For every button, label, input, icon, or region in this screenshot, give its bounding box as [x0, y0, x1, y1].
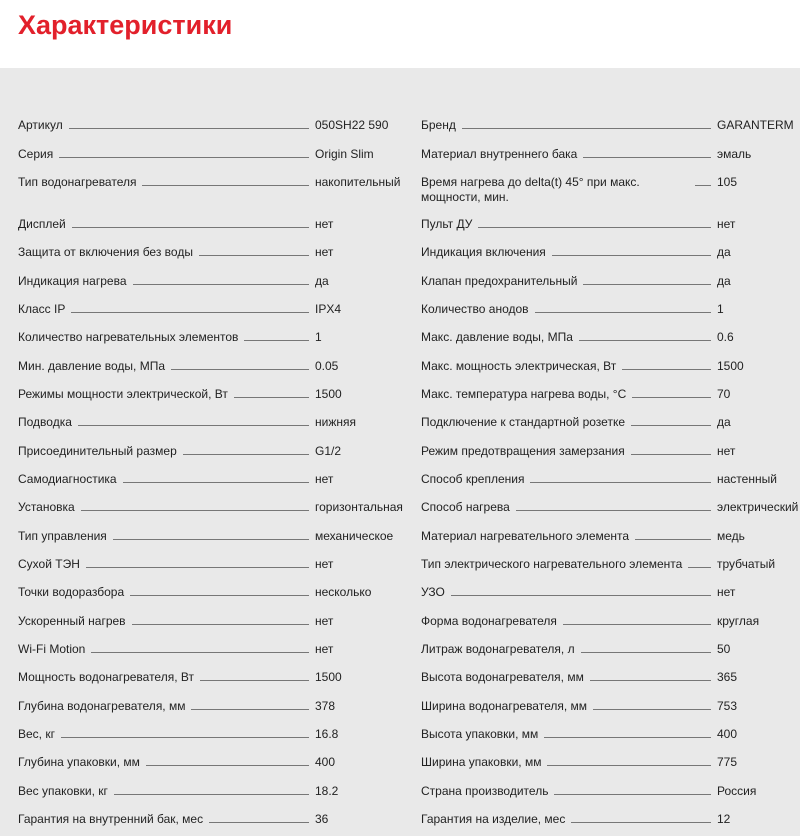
spec-label: Тип водонагревателя: [18, 175, 137, 189]
spec-leader-line: [631, 444, 711, 455]
spec-leader-line: [69, 118, 309, 129]
spec-value: 70: [717, 387, 731, 401]
spec-label: Ширина упаковки, мм: [421, 755, 542, 769]
spec-value: электрический: [717, 500, 799, 514]
spec-row: [18, 784, 398, 799]
spec-label: Класс IP: [18, 302, 66, 316]
spec-label: Форма водонагревателя: [421, 614, 557, 628]
spec-value: 0.05: [315, 359, 339, 373]
spec-row: [18, 245, 398, 260]
spec-leader-line: [78, 415, 309, 426]
spec-label: Бренд: [421, 118, 456, 132]
spec-row: [421, 755, 800, 770]
spec-label: Точки водоразбора: [18, 585, 125, 599]
spec-row: [18, 330, 398, 345]
spec-leader-line: [635, 529, 711, 540]
spec-row: [421, 472, 800, 487]
spec-row: [18, 302, 398, 317]
spec-row: [18, 175, 401, 190]
spec-leader-line: [61, 727, 309, 738]
spec-value: 1500: [717, 359, 744, 373]
spec-leader-line: [123, 472, 309, 483]
page-header: [0, 0, 800, 68]
spec-value: да: [717, 274, 731, 288]
spec-row: [421, 670, 800, 685]
spec-leader-line: [632, 387, 711, 398]
spec-value: 16.8: [315, 727, 339, 741]
spec-value: 50: [717, 642, 731, 656]
spec-value: нет: [315, 614, 334, 628]
spec-row: [18, 415, 398, 430]
spec-label: Режим предотвращения замерзания: [421, 444, 625, 458]
spec-row: [18, 500, 403, 515]
spec-row: [18, 642, 398, 657]
spec-row: [421, 784, 800, 799]
spec-row: [421, 147, 800, 162]
spec-row: [18, 585, 398, 600]
spec-row: [18, 274, 398, 289]
spec-leader-line: [71, 302, 309, 313]
spec-value: GARANTERM: [717, 118, 794, 132]
spec-label: Подключение к стандартной розетке: [421, 415, 625, 429]
spec-row: [421, 642, 800, 657]
spec-leader-line: [552, 245, 711, 256]
spec-leader-line: [593, 699, 711, 710]
spec-value: горизонтальная: [315, 500, 403, 514]
spec-row: [421, 557, 800, 572]
spec-leader-line: [579, 330, 711, 341]
spec-leader-line: [530, 472, 711, 483]
spec-row: [421, 812, 800, 827]
spec-label: Установка: [18, 500, 75, 514]
spec-leader-line: [133, 274, 310, 285]
spec-label: Материал нагревательного элемента: [421, 529, 630, 543]
spec-value: 18.2: [315, 784, 339, 798]
spec-value: Россия: [717, 784, 757, 798]
spec-leader-line: [200, 670, 309, 681]
spec-row: [18, 812, 398, 827]
spec-leader-line: [199, 245, 309, 256]
spec-label: Подводка: [18, 415, 72, 429]
spec-value: механическое: [315, 529, 394, 543]
spec-label: Защита от включения без воды: [18, 245, 193, 259]
spec-leader-line: [209, 812, 309, 823]
spec-label: Вес упаковки, кг: [18, 784, 108, 798]
spec-leader-line: [583, 274, 711, 285]
spec-row: [18, 217, 398, 232]
spec-label: Мощность водонагревателя, Вт: [18, 670, 194, 684]
spec-value: нет: [315, 245, 334, 259]
spec-value: G1/2: [315, 444, 342, 458]
spec-label: Присоединительный размер: [18, 444, 177, 458]
spec-label: Сухой ТЭН: [18, 557, 80, 571]
spec-row: [18, 699, 398, 714]
spec-row: [421, 614, 800, 629]
spec-value: 050SH22 590: [315, 118, 389, 132]
spec-label: Вес, кг: [18, 727, 55, 741]
spec-label: Гарантия на изделие, мес: [421, 812, 566, 826]
spec-leader-line: [234, 387, 309, 398]
spec-value: трубчатый: [717, 557, 776, 571]
spec-row: [18, 472, 398, 487]
spec-row: [421, 302, 800, 317]
spec-leader-line: [113, 529, 309, 540]
spec-leader-line: [91, 642, 309, 653]
spec-label: Пульт ДУ: [421, 217, 473, 231]
spec-row: [18, 557, 398, 572]
spec-value: Origin Slim: [315, 147, 374, 161]
spec-value: нет: [717, 444, 736, 458]
spec-row: [421, 529, 800, 544]
spec-value: нет: [315, 557, 334, 571]
spec-value: 1: [717, 302, 724, 316]
spec-value: 400: [717, 727, 738, 741]
spec-leader-line: [516, 500, 711, 511]
spec-leader-line: [622, 359, 711, 370]
spec-row: [421, 444, 800, 459]
spec-leader-line: [132, 614, 309, 625]
spec-label: Гарантия на внутренний бак, мес: [18, 812, 204, 826]
spec-row: [18, 614, 398, 629]
spec-value: 1500: [315, 670, 342, 684]
spec-value: нет: [717, 217, 736, 231]
spec-value: настенный: [717, 472, 777, 486]
spec-value: 400: [315, 755, 336, 769]
spec-label: Способ крепления: [421, 472, 525, 486]
spec-row: [421, 699, 800, 714]
spec-label: Высота упаковки, мм: [421, 727, 539, 741]
spec-value: нет: [717, 585, 736, 599]
spec-leader-line: [146, 755, 309, 766]
spec-row: [18, 359, 398, 374]
spec-value: нет: [315, 642, 334, 656]
spec-value: 365: [717, 670, 738, 684]
spec-value: эмаль: [717, 147, 752, 161]
spec-value: 12: [717, 812, 731, 826]
spec-label: Литраж водонагревателя, л: [421, 642, 575, 656]
spec-row: [421, 217, 800, 232]
spec-leader-line: [554, 784, 711, 795]
spec-leader-line: [631, 415, 711, 426]
spec-leader-line: [81, 500, 309, 511]
spec-row: [421, 415, 800, 430]
spec-leader-line: [581, 642, 711, 653]
spec-label: Мин. давление воды, МПа: [18, 359, 166, 373]
spec-value: круглая: [717, 614, 760, 628]
spec-value: нижняя: [315, 415, 356, 429]
spec-label: Макс. температура нагрева воды, °С: [421, 387, 627, 401]
spec-value: 36: [315, 812, 329, 826]
spec-label: Тип управления: [18, 529, 107, 543]
spec-row: [421, 727, 800, 742]
spec-label: Глубина упаковки, мм: [18, 755, 140, 769]
spec-value: 1500: [315, 387, 342, 401]
spec-value: 775: [717, 755, 738, 769]
spec-leader-line: [544, 727, 711, 738]
spec-row: [421, 359, 800, 374]
spec-leader-line: [478, 217, 711, 228]
spec-row: [421, 387, 800, 402]
spec-row: [18, 387, 398, 402]
spec-value: накопительный: [315, 175, 401, 189]
spec-leader-line: [183, 444, 309, 455]
spec-leader-line: [86, 557, 309, 568]
spec-leader-line: [535, 302, 711, 313]
spec-value: нет: [315, 472, 334, 486]
spec-label: Тип электрического нагревательного элемента: [421, 557, 683, 571]
spec-value: 753: [717, 699, 738, 713]
spec-value: IPX4: [315, 302, 342, 316]
spec-row: [421, 500, 800, 515]
spec-label: Способ нагрева: [421, 500, 510, 514]
spec-label: Страна производитель: [421, 784, 549, 798]
spec-label: Артикул: [18, 118, 63, 132]
spec-leader-line: [563, 614, 711, 625]
spec-label: Индикация включения: [421, 245, 546, 259]
spec-leader-line: [462, 118, 711, 129]
spec-row: [421, 175, 800, 205]
spec-leader-line: [688, 557, 711, 568]
spec-leader-line: [114, 784, 309, 795]
spec-label: Индикация нагрева: [18, 274, 127, 288]
spec-value: да: [717, 245, 731, 259]
spec-label: Самодиагностика: [18, 472, 117, 486]
spec-label: Серия: [18, 147, 54, 161]
spec-value: 378: [315, 699, 336, 713]
spec-row: [421, 585, 800, 600]
spec-row: [421, 245, 800, 260]
spec-label: Макс. мощность электрическая, Вт: [421, 359, 617, 373]
spec-value: нет: [315, 217, 334, 231]
spec-label: Материал внутреннего бака: [421, 147, 578, 161]
spec-value: да: [717, 415, 731, 429]
spec-leader-line: [571, 812, 711, 823]
spec-label: Режимы мощности электрической, Вт: [18, 387, 228, 401]
spec-leader-line: [695, 175, 711, 186]
spec-label: Количество анодов: [421, 302, 529, 316]
spec-label: Дисплей: [18, 217, 66, 231]
spec-leader-line: [72, 217, 309, 228]
spec-value: 105: [717, 175, 738, 189]
page-title: Характеристики: [18, 10, 233, 40]
spec-value: несколько: [315, 585, 372, 599]
spec-label: Высота водонагревателя, мм: [421, 670, 584, 684]
spec-row: [421, 118, 800, 133]
spec-row: [18, 444, 398, 459]
spec-row: [421, 330, 800, 345]
spec-value: медь: [717, 529, 745, 543]
spec-value: 1: [315, 330, 322, 344]
spec-label: Ускоренный нагрев: [18, 614, 126, 628]
spec-label: Ширина водонагревателя, мм: [421, 699, 588, 713]
spec-row: [18, 147, 398, 162]
spec-value: 0.6: [717, 330, 734, 344]
spec-leader-line: [583, 147, 711, 158]
spec-leader-line: [244, 330, 309, 341]
spec-label: Количество нагревательных элементов: [18, 330, 239, 344]
spec-label: Макс. давление воды, МПа: [421, 330, 573, 344]
spec-row: [18, 118, 398, 133]
spec-row: [421, 274, 800, 289]
spec-leader-line: [59, 147, 309, 158]
spec-leader-line: [191, 699, 309, 710]
spec-label: Глубина водонагревателя, мм: [18, 699, 186, 713]
spec-value: да: [315, 274, 329, 288]
spec-row: [18, 670, 398, 685]
spec-leader-line: [590, 670, 711, 681]
spec-label: Время нагрева до delta(t) 45° при макс. мощности, мин.: [421, 175, 640, 204]
spec-label: Wi-Fi Motion: [18, 642, 86, 656]
spec-label: УЗО: [421, 585, 445, 599]
spec-row: [18, 529, 398, 544]
spec-leader-line: [171, 359, 309, 370]
spec-row: [18, 727, 398, 742]
spec-leader-line: [130, 585, 309, 596]
spec-leader-line: [547, 755, 711, 766]
spec-row: [18, 755, 398, 770]
spec-label: Клапан предохранительный: [421, 274, 578, 288]
spec-leader-line: [142, 175, 309, 186]
spec-leader-line: [451, 585, 711, 596]
specs-panel: [0, 68, 800, 836]
